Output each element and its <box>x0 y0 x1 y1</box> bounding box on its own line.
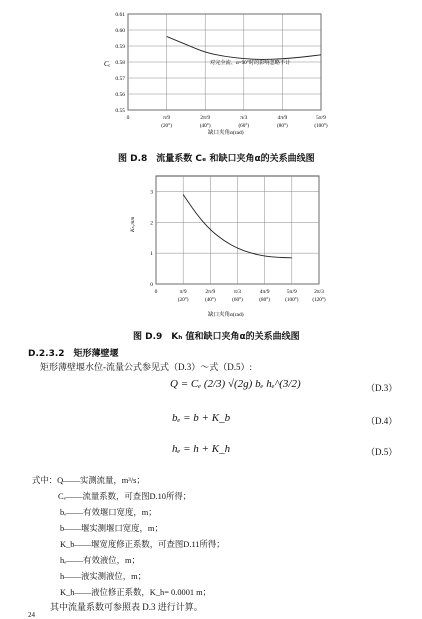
y-tick-label: 0 <box>150 282 153 288</box>
equation-d3: Q = Cₑ (2/3) √(2g) bₑ hₑ^(3/2) <box>170 378 301 390</box>
x-tick-label: 4π/9 <box>277 115 288 121</box>
closing-note: 其中流量系数可参照表 D.3 进行计算。 <box>50 602 203 612</box>
equation-d3-number: （D.3） <box>366 383 398 393</box>
x-tick-label: 0 <box>126 115 130 121</box>
y-tick-label: 0.57 <box>115 76 125 82</box>
y-axis-label: Kₕ,mm <box>130 216 136 232</box>
x-tick-degree: (80°) <box>277 123 288 129</box>
equation-d4-number: （D.4） <box>366 416 398 426</box>
x-axis-label: 缺口夹角α(rad) <box>208 312 244 318</box>
equation-d5: hₑ = h + K_h <box>172 443 231 455</box>
y-tick-label: 3 <box>150 189 153 196</box>
x-tick-degree: (60°) <box>238 123 250 129</box>
x-tick-label: 0 <box>154 289 158 295</box>
y-tick-label: 2 <box>150 220 153 227</box>
figure-d9-chart <box>120 170 330 320</box>
y-tick-label: 0.59 <box>115 44 125 50</box>
y-tick-label: 0.58 <box>115 60 125 66</box>
x-tick-label: π/9 <box>163 115 171 121</box>
y-tick-label: 0.61 <box>115 12 125 18</box>
x-axis-label: 缺口夹角α(rad) <box>208 130 244 136</box>
definition-b: b——堰实测堰口宽度，m； <box>60 524 163 533</box>
x-tick-degree: (40°) <box>204 297 216 303</box>
definition-be: bₑ——有效堰口宽度，m； <box>60 508 157 517</box>
equation-d5-number: （D.5） <box>366 447 398 457</box>
x-tick-degree: (40°) <box>199 123 211 129</box>
x-tick-label: 4π/9 <box>259 289 270 295</box>
x-tick-degree: (60°) <box>232 297 243 303</box>
definition-h: h——液实测液位，m； <box>60 572 147 581</box>
x-tick-label: 5π/9 <box>316 115 326 121</box>
definition-he: hₑ——有效液位，m； <box>60 556 140 565</box>
x-tick-degree: (100°) <box>285 297 299 303</box>
page-number: 24 <box>28 611 35 619</box>
x-tick-degree: (20°) <box>177 297 189 303</box>
equation-d4: bₑ = b + K_b <box>172 412 231 424</box>
definition-kh: K_h——液位修正系数，K_h= 0.0001 m； <box>60 588 212 597</box>
x-tick-label: 2π/9 <box>205 289 216 295</box>
x-tick-degree: (20°) <box>161 123 172 129</box>
y-tick-label: 0.60 <box>115 28 125 34</box>
x-tick-degree: (120°) <box>312 297 326 303</box>
definition-ce: Cₑ——流量系数，可查图D.10所得； <box>58 492 192 501</box>
x-tick-label: 2π/3 <box>314 289 324 295</box>
figure-d8-chart <box>90 8 340 138</box>
x-tick-label: π/3 <box>240 115 248 121</box>
x-tick-degree: (100°) <box>314 123 328 129</box>
x-tick-label: π/3 <box>233 289 242 295</box>
y-tick-label: 1 <box>150 251 153 258</box>
section-heading: D.2.3.2 矩形薄壁堰 <box>28 349 119 359</box>
section-intro: 矩形薄壁堰水位-流量公式参见式（D.3）～式（D.5）: <box>40 362 252 372</box>
x-tick-degree: (80°) <box>259 297 271 303</box>
figure-d8-caption: 图 D.8 流量系数 Cₑ 和缺口夹角α的关系曲线图 <box>118 154 315 164</box>
y-tick-label: 0.55 <box>115 108 125 114</box>
figure-d9-caption: 图 D.9 Kₕ 值和缺口夹角α的关系曲线图 <box>133 332 300 342</box>
y-axis-label: Cₑ <box>104 60 111 68</box>
x-tick-label: 5π/9 <box>286 289 297 295</box>
x-tick-label: π/9 <box>179 289 187 295</box>
curve-annotation: 对完全流、α=90°时的影响忽略不计 <box>210 60 291 66</box>
definition-kb: K_b——堰宽度修正系数，可查图D.11所得； <box>60 540 225 549</box>
y-tick-label: 0.56 <box>115 92 125 98</box>
definition-q: 式中：Q——实测流量，m³/s； <box>32 476 145 485</box>
x-tick-label: 2π/9 <box>200 115 211 121</box>
